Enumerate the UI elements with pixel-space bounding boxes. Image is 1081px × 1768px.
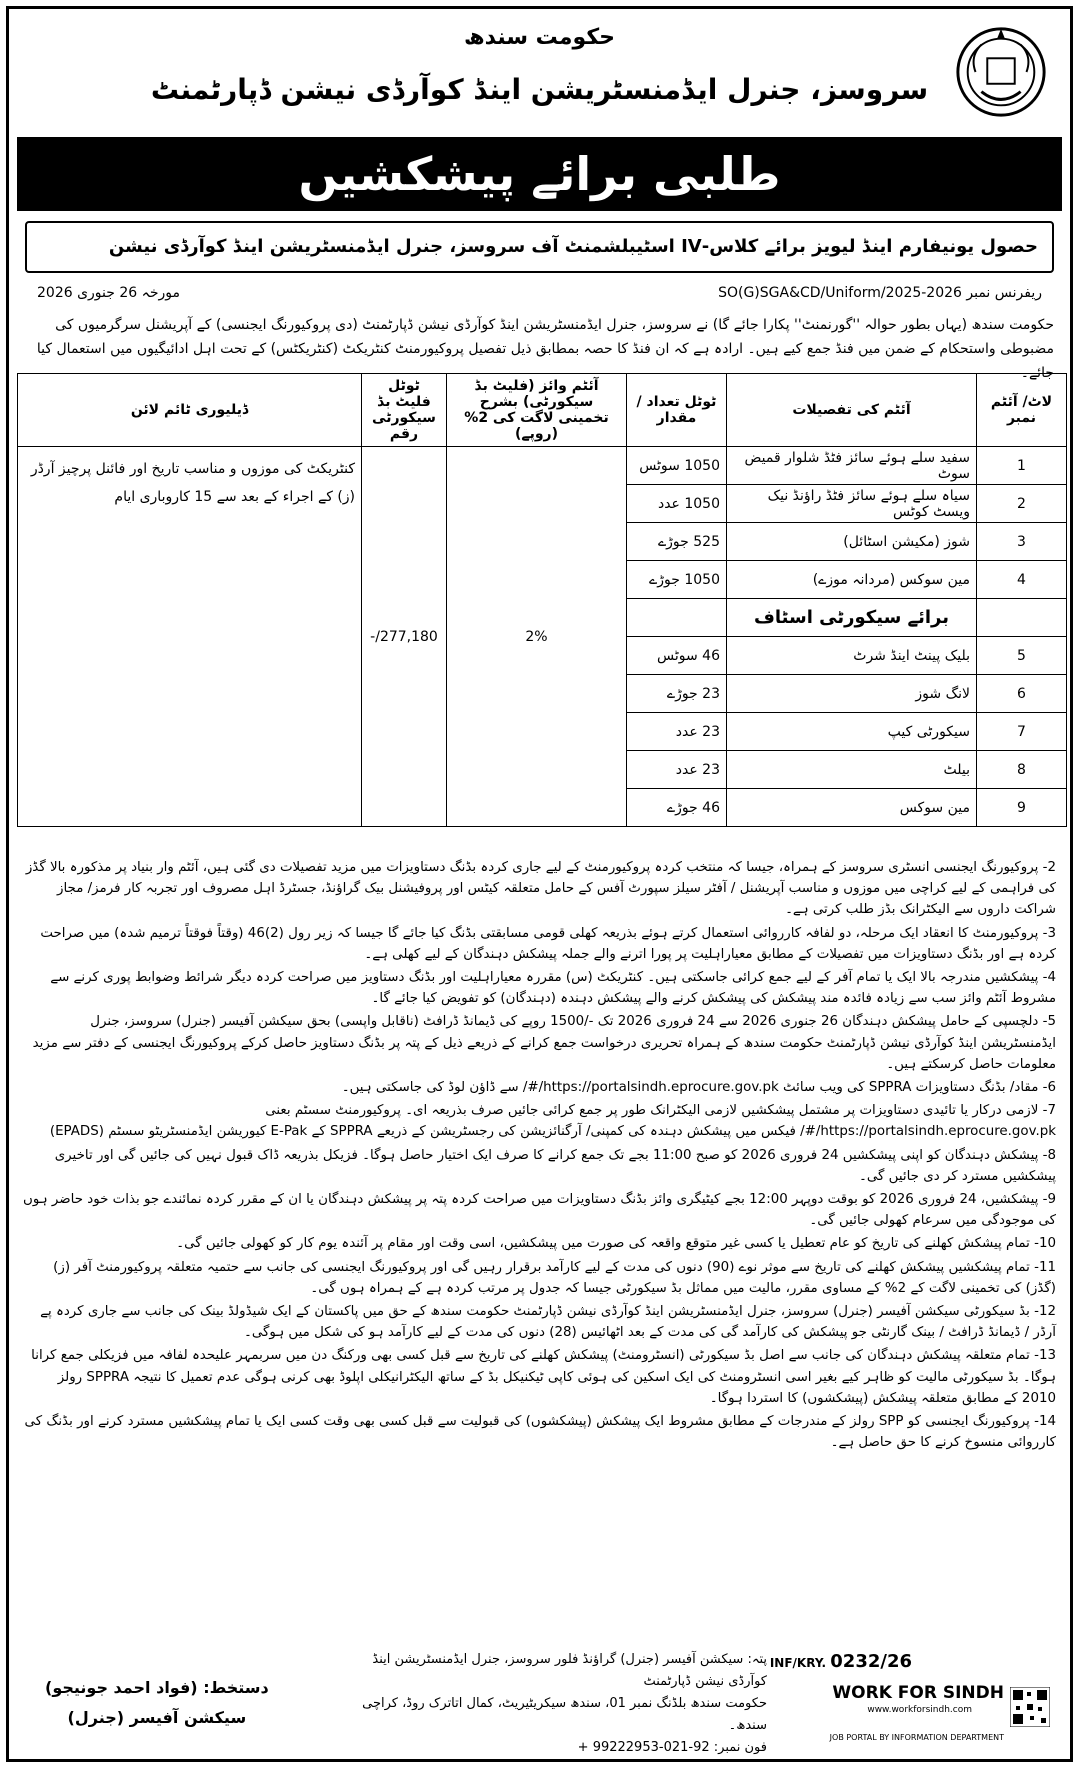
item-no: 7: [977, 713, 1067, 751]
term-paragraph: 5- دلچسپی کے حامل پیشکش دہندگان 26 جنوری 2026 سے 24 فروری 2026 تک -/1500 روپے کی ڈیمانڈ ڈرافٹ (ناقابل واپسی) بحق سیکشن آفیسر (جنرل) سروسز، جنرل ایڈمنسٹریشن اینڈ کوآرڈی نیشن ڈپارٹمنٹ حکومت سندھ کے ہمراہ تحریری درخواست جمع کرانے کے ذریعے ذیل کے پتہ پر بڈنگ دستاویز حاصل کرکے پروکیورنگ ایجنسی کے دفتر سے مزید معلومات حاصل کرسکتے ہیں۔: [32, 1014, 1056, 1072]
item-description: سیکورٹی کیپ: [727, 713, 977, 751]
intro-paragraph: حکومت سندھ (یہاں بطور حوالہ ''گورنمنٹ'' پکارا جائے گا) نے سروسز، جنرل ایڈمنسٹریشن اینڈ کوآرڈی نیشن ڈپارٹمنٹ (دی پروکیورنگ ایجنسی) کے آپریشنل سرگرمیوں کی مضبوطی واستحکام کے ضمن میں فنڈ جمع کیے ہیں۔ ارادہ ہے کہ ان فنڈ کا حصہ بمطابق ذیل تفصیل پروکیورمنٹ کنٹریکٹ (کنٹریکٹس) کے تحت اہل ادائیگیوں میں استعمال کیا جائے۔: [36, 317, 1054, 381]
term-paragraph: 2- پروکیورنگ ایجنسی انسٹری سروسز کے ہمراہ، جیسا کہ منتخب کردہ پروکیورمنٹ کے لیے جاری کردہ بڈنگ دستاویزات میں مزید تفصیلات دی گئی ہیں، آئٹم وار بنیاد پر مذکورہ بالا گڈز کی فراہمی کے لیے کراچی میں موزوں و مناسب آپریشنل / آفٹر سیلز سپورٹ آفس کے حامل متعلقہ کیٹس اور پروفیشنل بیک گراؤنڈ، جسٹرڈ اہل مصروف اور تجربہ کار فرمز/ مجاز شراکت داروں سے الیکٹرانک بڈز طلب کرتی ہے۔: [25, 860, 1056, 918]
office-address: [337, 1649, 767, 1759]
job-portal-caption: JOB PORTAL BY INFORMATION DEPARTMENT: [829, 1733, 1004, 1742]
item-description: سفید سلے ہوئے سائز فٹڈ شلوار قمیض سوٹ: [727, 447, 977, 485]
item-description: شوز (مکیشن اسٹائل): [727, 523, 977, 561]
item-quantity: 1050 جوڑے: [627, 561, 727, 599]
signatory-designation: سیکشن آفیسر (جنرل): [67, 1708, 247, 1727]
tender-banner: طلبی برائے پیشکشیں: [17, 137, 1062, 211]
item-description: بیلٹ: [727, 751, 977, 789]
address-line: حکومت سندھ بلڈنگ نمبر 01، سندھ سیکریٹیریٹ، کمال اتاترک روڈ، کراچی سندھ۔: [362, 1696, 767, 1733]
phone-number: فون نمبر: 92-021-99222953 +: [577, 1740, 767, 1755]
table-row: [18, 447, 1067, 485]
item-no: 8: [977, 751, 1067, 789]
reference-row: [37, 285, 1042, 307]
terms-list: [17, 857, 1062, 1455]
item-quantity: 46 جوڑے: [627, 789, 727, 827]
item-quantity: 1050 سوٹس: [627, 447, 727, 485]
item-no: 5: [977, 637, 1067, 675]
item-quantity: 23 عدد: [627, 751, 727, 789]
term-paragraph: 9- پیشکشیں، 24 فروری 2026 کو بوقت دوپہر 12:00 بجے کیٹیگری وائز بڈنگ دستاویزات میں صراحت کردہ پتہ پر پیشکش دہندگان یا ان کے مقرر کردہ نمائندے جو بذات خود حاضر ہوں کی موجودگی میں سرعام کھولی جائیں گی۔: [23, 1192, 1056, 1229]
header-delivery: ڈیلیوری ٹائم لائن: [18, 374, 362, 447]
header-quantity: ٹوٹل تعداد / مقدار: [627, 374, 727, 447]
term-paragraph: 7- لازمی درکار یا تائیدی دستاویزات پر مشتمل پیشکشیں لازمی الیکٹرانک طور پر جمع کرائی جائیں صرف بذریعہ ای۔ پروکیورمنٹ سسٹم بعنی https://portalsindh.eprocure.gov.pk/#/ فیکس میں پیشکش دہندہ کی کمپنی/ آرگنائزیشن کی رجسٹریشن کے ذریعے SPPRA کے E-Pak کیوریشن ایڈمنسٹریٹو سسٹم (EPADS): [49, 1103, 1056, 1140]
item-description: بلیک پینٹ اینڈ شرٹ: [727, 637, 977, 675]
item-description: مین سوکس (مردانہ موزے): [727, 561, 977, 599]
sindh-emblem-icon: [952, 23, 1050, 121]
item-description: لانگ شوز: [727, 675, 977, 713]
item-quantity: 23 عدد: [627, 713, 727, 751]
term-paragraph: 12- بڈ سیکورٹی سیکشن آفیسر (جنرل) سروسز، جنرل ایڈمنسٹریشن اینڈ کوآرڈی نیشن ڈپارٹمنٹ حکومت سندھ کے حق میں پاکستان کے ایک شیڈولڈ بینک کی جانب سے جاری کردہ پے آرڈر / ڈیمانڈ ڈرافٹ / بینک گارنٹی جو پیشکش کی کارآمد گی کی مدت کے بعد اٹھائیس (28) دنوں کی مدت کے لیے کارآمد ہو کی شکل میں ہوگی۔: [40, 1304, 1056, 1341]
item-description: سیاہ سلے ہوئے سائز فٹڈ راؤنڈ نیک ویسٹ کوٹس: [727, 485, 977, 523]
header-bid-security: آئٹم وائز (فلیٹ بڈ سیکورٹی) بشرح تخمینی لاگت کی 2% (روپے): [447, 374, 627, 447]
item-quantity: 23 جوڑے: [627, 675, 727, 713]
work-for-sindh-logo: WORK FOR SINDH: [832, 1683, 1004, 1703]
footer: [17, 1633, 1062, 1759]
qr-code-icon: [1010, 1687, 1050, 1727]
signatory-name: دستخط: (فواد احمد جونیجو): [45, 1678, 269, 1697]
item-no: 2: [977, 485, 1067, 523]
header-total-security: ٹوٹل فلیٹ بڈ سیکورٹی رقم: [362, 374, 447, 447]
department-title: سروسز، جنرل ایڈمنسٹریشن اینڈ کوآرڈی نیشن ڈپارٹمنٹ: [150, 73, 929, 106]
inf-reference: [770, 1651, 912, 1672]
header-description: آئٹم کی تفصیلات: [727, 374, 977, 447]
total-bid-security: 277,180/-: [362, 447, 447, 827]
term-paragraph: 4- پیشکشیں مندرجہ بالا ایک یا تمام آفر کے لیے جمع کرائی جاسکتی ہیں۔ کنٹریکٹ (س) مقررہ معیاراہلیت اور بڈنگ دستاویز میں صراحت کردہ دیگر شرائط وضوابط پوری کرنے سے مشروط آئٹم وائز سب سے زیادہ فائدہ مند پیشکش کی پیشکش کرنے والے پیشکش دہندہ (دہندگان) کو تفویض کیا جائے گا۔: [50, 970, 1056, 1007]
item-no: 3: [977, 523, 1067, 561]
term-paragraph: 10- تمام پیشکش کھلنے کی تاریخ کو عام تعطیل یا کسی غیر متوقع واقعہ کی صورت میں پیشکشیں، اسی وقت اور مقام پر آئندہ یوم کار کو کھولی جائیں گی۔: [176, 1236, 1056, 1252]
term-paragraph: 11- تمام پیشکشیں پیشکش کھلنے کی تاریخ سے موثر نوے (90) دنوں کی مدت کے لیے کارآمد برقرار رہیں گی اور پروکیورنگ ایجنسی کی جانب سے حتمیہ متعلقہ پروکیورمنٹ آفر (ز) (گڈز) کی تخمینی لاگت کے 2% کے مساوی مقرر، مالیت میں مماثل بڈ سیکورٹی جیسا کہ جدول پر مرتب کردہ ہے کے ہمراہ ہوں گی۔: [53, 1259, 1056, 1296]
signature-block: [45, 1673, 269, 1733]
term-paragraph: 13- تمام متعلقہ پیشکش دہندگان کی جانب سے اصل بڈ سیکورٹی (انسٹرومنٹ) پیشکش کھلنے کی تاریخ سے قبل کسی بھی ورکنگ دن میں سربمہر علیحدہ لفافہ میں فزیکلی جمع کرانا ہوگا۔ بڈ سیکورٹی مالیت کو ظاہر کیے بغیر اسی انسٹرومنٹ کی ایک اسکین کی ہوئی کاپی ٹیکنیکل بڈ کے ساتھ الیکٹرانیکلی اپلوڈ بھی کرنی ہوگی عدم تعمیل کا نتیجہ SPPRA رولز 2010 کے مطابق متعلقہ پیشکش (پیشکشوں) کا استردا ہوگا۔: [31, 1348, 1056, 1406]
notice-date: مورخہ 26 جنوری 2026: [37, 285, 181, 301]
empty-cell: [627, 599, 727, 637]
term-paragraph: 14- پروکیورنگ ایجنسی کو SPP رولز کے مندرجات کے مطابق مشروط ایک پیشکش (پیشکشوں) کی قبولیت سے قبل کسی بھی وقت کسی ایک یا تمام پیشکشیں مسترد کرنے اور بڈنگ کی کارروائی منسوخ کرنے کا حق حاصل ہے۔: [24, 1414, 1056, 1451]
item-no: 6: [977, 675, 1067, 713]
header: [17, 17, 1062, 135]
term-paragraph: 6- مقاد/ بڈنگ دستاویزات SPPRA کی ویب سائٹ https://portalsindh.eprocure.gov.pk/#/ سے ڈاؤن لوڈ کی جاسکتی ہیں۔: [341, 1080, 1056, 1096]
header-item-no: لاٹ/ آئٹم نمبر: [977, 374, 1067, 447]
reference-number: ریفرنس نمبر SO(G)SGA&CD/Uniform/2025-2026: [718, 285, 1042, 301]
section-heading: برائے سیکورٹی اسٹاف: [727, 599, 977, 637]
items-table: [17, 373, 1067, 827]
subject-box: حصول یونیفارم اینڈ لیویز برائے کلاس-IV اسٹیبلشمنٹ آف سروسز، جنرل ایڈمنسٹریشن اینڈ کوآرڈی نیشن: [25, 221, 1054, 273]
delivery-timeline: کنٹریکٹ کی موزوں و مناسب تاریخ اور فائنل پرچیز آرڈر (ز) کے اجراء کے بعد سے 15 کاروباری ایام: [18, 447, 362, 827]
bid-security-percent: 2%: [447, 447, 627, 827]
inf-label: INF/KRY.: [769, 1656, 827, 1670]
advertisement-page: [6, 6, 1073, 1762]
address-line: پتہ: سیکشن آفیسر (جنرل) گراؤنڈ فلور سروسز، جنرل ایڈمنسٹریشن اینڈ کوآرڈی نیشن ڈپارٹمنٹ: [372, 1652, 767, 1689]
term-paragraph: 3- پروکیورمنٹ کا انعقاد ایک مرحلہ، دو لفافہ کارروائی استعمال کرتے ہوئے بذریعہ کھلی قومی مسابقتی بڈنگ کیا جائے گا جیسا کہ زیر رول (2)46 (وقتاً فوقتاً ترمیم شدہ) میں صراحت کردہ ہے اور بڈنگ دستاویزات میں تفصیلات کے مطابق معیاراہلیت پر پورا اترنے والے جملہ پیشکش دہندگان کے لیے کھلی ہے۔: [40, 925, 1056, 962]
item-no: 1: [977, 447, 1067, 485]
empty-cell: [977, 599, 1067, 637]
item-quantity: 1050 عدد: [627, 485, 727, 523]
item-no: 9: [977, 789, 1067, 827]
inf-number: 0232/26: [830, 1651, 912, 1672]
table-header-row: [18, 374, 1067, 447]
government-title: حکومت سندھ: [464, 25, 615, 50]
item-quantity: 525 جوڑے: [627, 523, 727, 561]
website-link[interactable]: www.workforsindh.com: [867, 1705, 972, 1715]
term-paragraph: 8- پیشکش دہندگان کو اپنی پیشکشیں 24 فروری 2026 کو صبح 11:00 بجے تک جمع کرانے کا صرف ایک اختیار حاصل ہوگا۔ فزیکل بذریعہ ڈاک قبول نہیں کی جائیں گی اور تاخیری پیشکشیں مسترد کر دی جائیں گی۔: [54, 1147, 1056, 1184]
item-description: مین سوکس: [727, 789, 977, 827]
item-no: 4: [977, 561, 1067, 599]
item-quantity: 46 سوٹس: [627, 637, 727, 675]
